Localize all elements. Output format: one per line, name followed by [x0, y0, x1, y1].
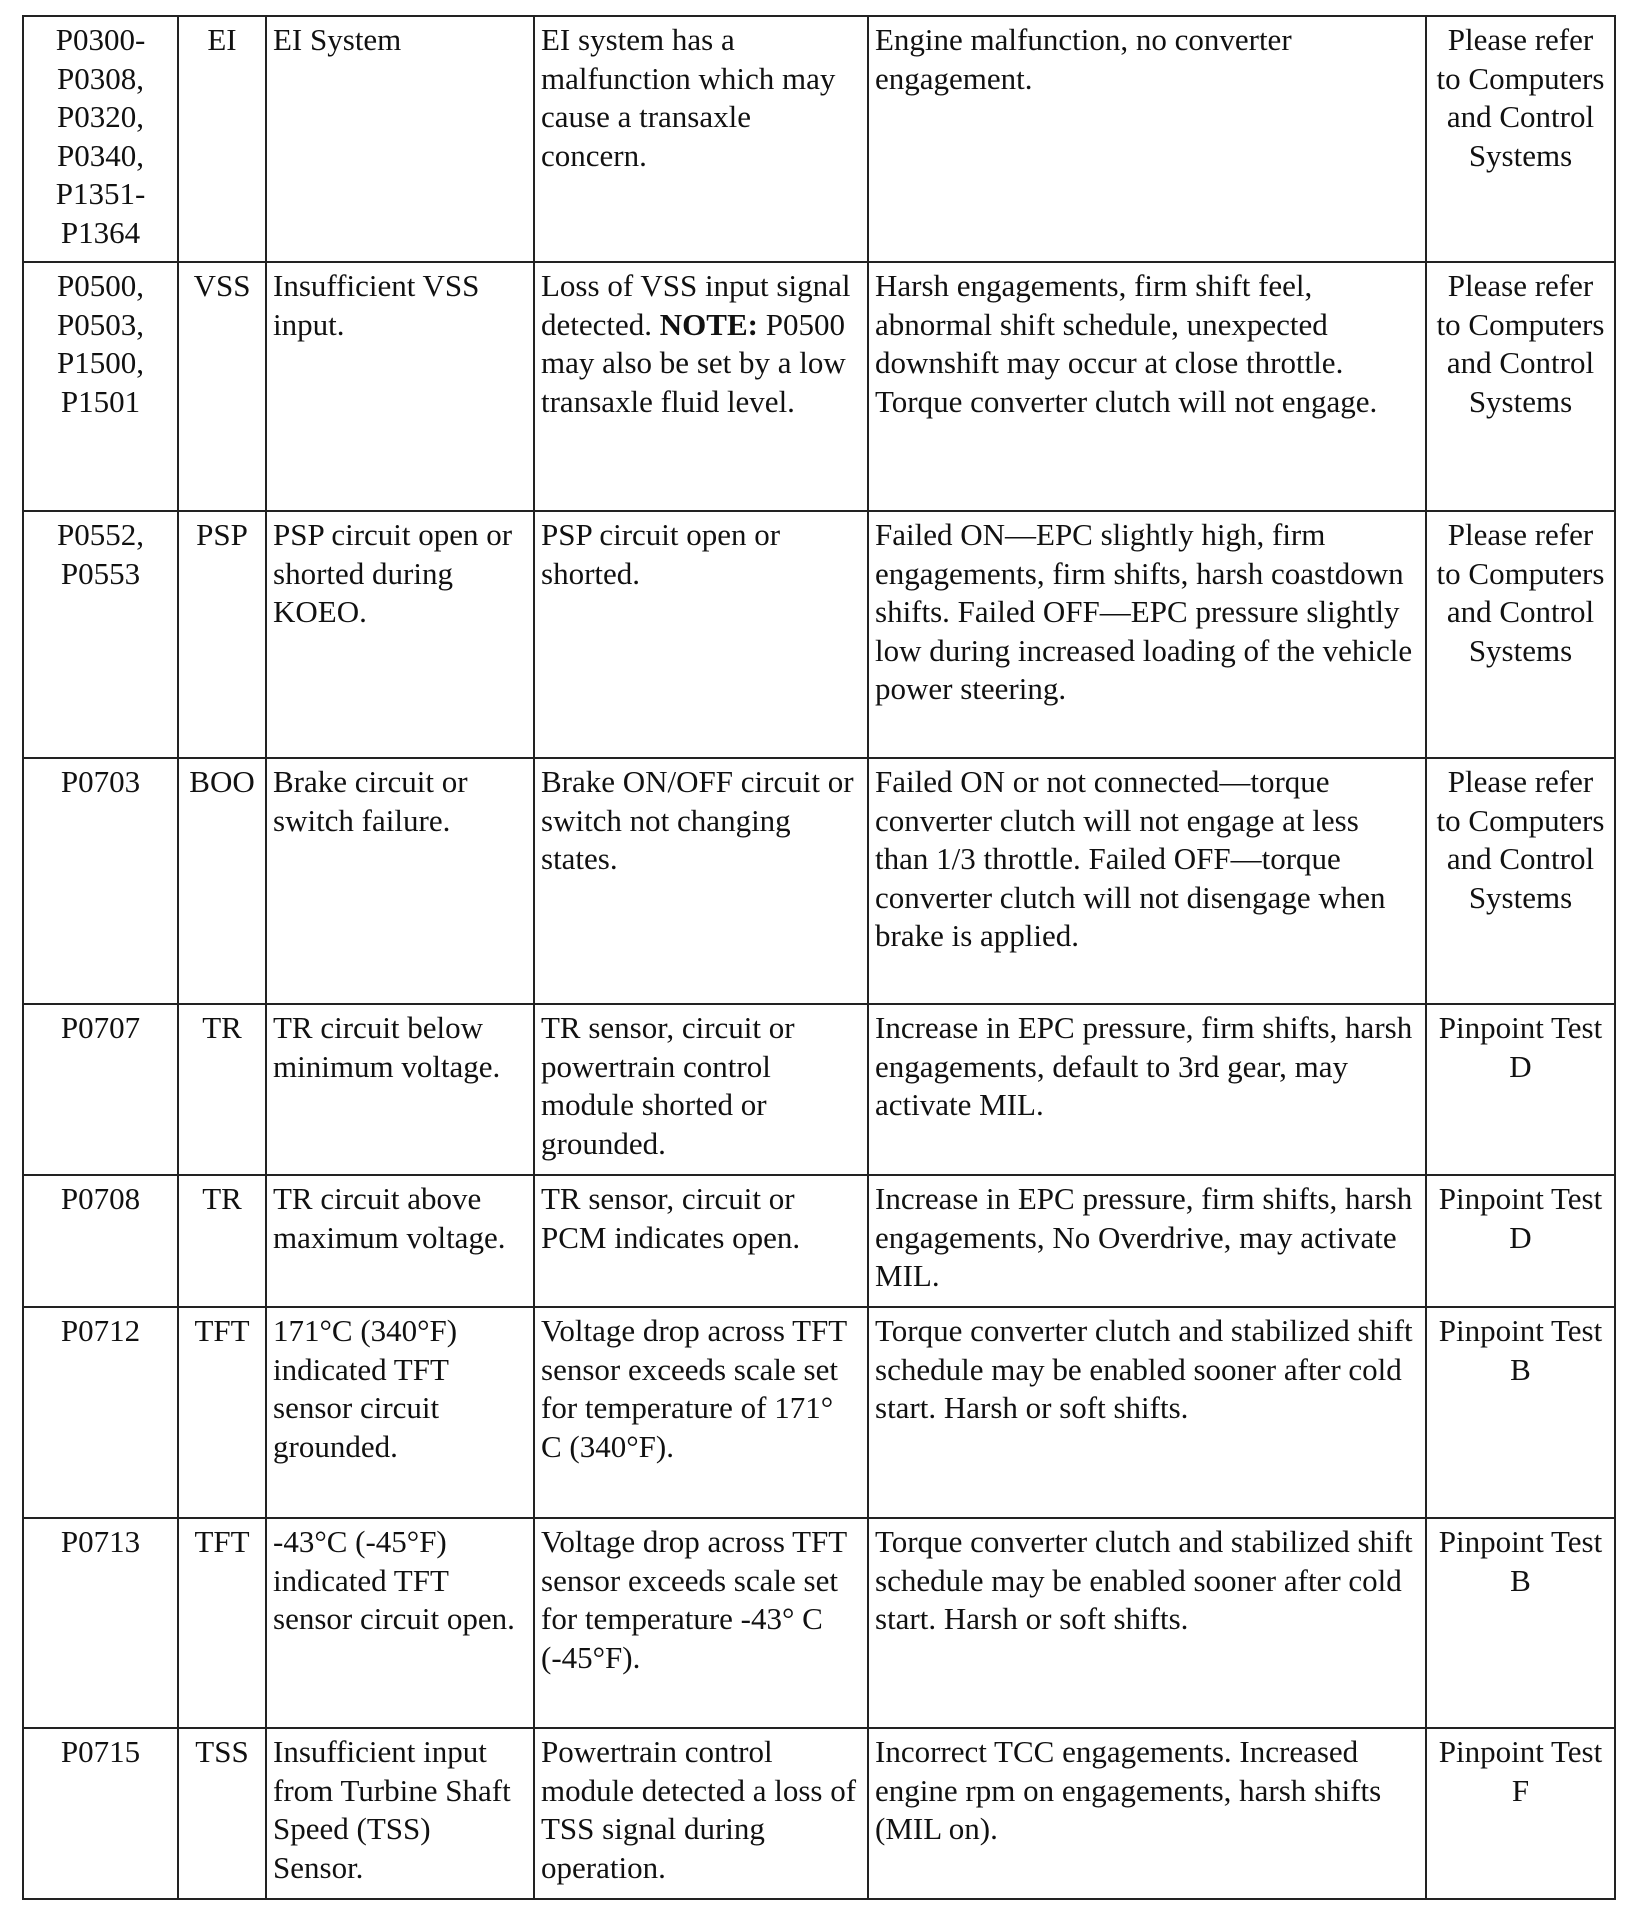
- component-cell: [178, 1728, 266, 1899]
- condition-cell-text: TR sensor, circuit or PCM indicates open.: [541, 1181, 801, 1255]
- component-cell: [178, 1307, 266, 1518]
- description-cell: [266, 1307, 534, 1518]
- condition-cell-text: Voltage drop across TFT sensor exceeds scale set for temperature of 171° C (340°F).: [541, 1313, 847, 1464]
- description-cell: [266, 1518, 534, 1728]
- condition-cell: [534, 1307, 868, 1518]
- action-cell: [1426, 1518, 1615, 1728]
- description-cell: [266, 511, 534, 758]
- description-cell-text: 171°C (340°F) indicated TFT sensor circuit grounded.: [273, 1313, 458, 1464]
- condition-cell-text: Loss of VSS input signal detected.: [541, 268, 851, 342]
- component-cell-text: TFT: [194, 1524, 250, 1559]
- table-row: [23, 758, 1615, 1004]
- symptom-cell-text: Failed ON—EPC slightly high, firm engagements, firm shifts, harsh coastdown shifts. Failed OFF—EPC pressure slightly low during increased loading of the vehicle power steering.: [875, 517, 1413, 706]
- dtc-cell-text: P0703: [60, 764, 141, 799]
- dtc-cell: [23, 1004, 178, 1175]
- condition-cell: [534, 262, 868, 511]
- component-cell-text: TR: [202, 1010, 242, 1045]
- component-cell: [178, 1518, 266, 1728]
- dtc-cell-text: P0708: [60, 1181, 141, 1216]
- description-cell-text: Insufficient input from Turbine Shaft Speed (TSS) Sensor.: [273, 1734, 511, 1885]
- action-cell: [1426, 1004, 1615, 1175]
- action-cell: [1426, 1175, 1615, 1307]
- dtc-table: [22, 15, 1616, 1900]
- description-cell: [266, 1175, 534, 1307]
- action-cell: [1426, 1728, 1615, 1899]
- component-cell: [178, 511, 266, 758]
- symptom-cell-text: Torque converter clutch and stabilized shift schedule may be enabled sooner after cold start. Harsh or soft shifts.: [875, 1313, 1413, 1425]
- condition-cell: [534, 1518, 868, 1728]
- dtc-cell: [23, 758, 178, 1004]
- description-cell: [266, 262, 534, 511]
- symptom-cell-text: Incorrect TCC engagements. Increased engine rpm on engagements, harsh shifts (MIL on).: [875, 1734, 1382, 1846]
- symptom-cell: [868, 16, 1426, 262]
- symptom-cell: [868, 1307, 1426, 1518]
- component-cell-text: TSS: [195, 1734, 249, 1769]
- table-row: [23, 1175, 1615, 1307]
- condition-cell-text: Powertrain control module detected a loss of TSS signal during operation.: [541, 1734, 857, 1885]
- action-cell-text: Pinpoint Test D: [1438, 1010, 1603, 1084]
- action-cell: [1426, 758, 1615, 1004]
- condition-cell-text: PSP circuit open or shorted.: [541, 517, 781, 591]
- condition-cell: [534, 1175, 868, 1307]
- dtc-cell: [23, 511, 178, 758]
- symptom-cell: [868, 1728, 1426, 1899]
- action-cell: [1426, 1307, 1615, 1518]
- dtc-cell-text: P0713: [60, 1524, 141, 1559]
- condition-cell-text: TR sensor, circuit or powertrain control module shorted or grounded.: [541, 1010, 795, 1161]
- condition-cell-text: EI system has a malfunction which may cause a transaxle concern.: [541, 22, 836, 173]
- table-row: [23, 1518, 1615, 1728]
- description-cell: [266, 1004, 534, 1175]
- dtc-cell: [23, 262, 178, 511]
- description-cell-text: PSP circuit open or shorted during KOEO.: [273, 517, 513, 629]
- condition-cell: [534, 1728, 868, 1899]
- action-cell-text: Please refer to Computers and Control Systems: [1436, 268, 1605, 419]
- symptom-cell-text: Engine malfunction, no converter engagement.: [875, 22, 1292, 96]
- condition-cell: [534, 16, 868, 262]
- component-cell-text: BOO: [189, 764, 255, 799]
- symptom-cell: [868, 511, 1426, 758]
- symptom-cell: [868, 758, 1426, 1004]
- table-row: [23, 1307, 1615, 1518]
- symptom-cell: [868, 262, 1426, 511]
- condition-cell-text: Brake ON/OFF circuit or switch not changing states.: [541, 764, 854, 876]
- description-cell: [266, 1728, 534, 1899]
- action-cell: [1426, 16, 1615, 262]
- action-cell-text: Pinpoint Test F: [1438, 1734, 1603, 1808]
- condition-cell: [534, 758, 868, 1004]
- table-row: [23, 1728, 1615, 1899]
- description-cell-text: Brake circuit or switch failure.: [273, 764, 468, 838]
- description-cell-text: EI System: [273, 22, 402, 57]
- action-cell-text: Please refer to Computers and Control Systems: [1436, 22, 1605, 173]
- note-text: P0500 may also be set by a low transaxle fluid level.: [541, 306, 846, 419]
- action-cell-text: Pinpoint Test D: [1438, 1181, 1603, 1255]
- dtc-cell: [23, 16, 178, 262]
- table-row: [23, 1004, 1615, 1175]
- component-cell-text: EI: [207, 22, 237, 57]
- action-cell: [1426, 262, 1615, 511]
- component-cell: [178, 1004, 266, 1175]
- action-cell-text: Please refer to Computers and Control Systems: [1436, 764, 1605, 915]
- note-label: NOTE:: [659, 306, 758, 342]
- component-cell: [178, 16, 266, 262]
- description-cell: [266, 16, 534, 262]
- symptom-cell-text: Failed ON or not connected—torque converter clutch will not engage at less than 1/3 throttle. Failed OFF—torque converter clutch will not disengage when brake is applied.: [875, 764, 1386, 953]
- action-cell-text: Pinpoint Test B: [1438, 1313, 1603, 1387]
- description-cell-text: TR circuit above maximum voltage.: [273, 1181, 506, 1255]
- table-row: [23, 16, 1615, 262]
- component-cell: [178, 758, 266, 1004]
- dtc-cell-text: P0707: [60, 1010, 141, 1045]
- condition-cell-text: Voltage drop across TFT sensor exceeds scale set for temperature -43° C (-45°F).: [541, 1524, 847, 1675]
- component-cell-text: TFT: [194, 1313, 250, 1348]
- symptom-cell-text: Torque converter clutch and stabilized shift schedule may be enabled sooner after cold start. Harsh or soft shifts.: [875, 1524, 1413, 1636]
- dtc-cell: [23, 1728, 178, 1899]
- symptom-cell: [868, 1004, 1426, 1175]
- component-cell-text: TR: [202, 1181, 242, 1216]
- action-cell: [1426, 511, 1615, 758]
- description-cell-text: -43°C (-45°F) indicated TFT sensor circuit open.: [273, 1524, 515, 1636]
- dtc-cell-text: P0715: [60, 1734, 141, 1769]
- condition-cell: [534, 511, 868, 758]
- action-cell-text: Pinpoint Test B: [1438, 1524, 1603, 1598]
- table-row: [23, 511, 1615, 758]
- symptom-cell-text: Increase in EPC pressure, firm shifts, harsh engagements, default to 3rd gear, may activate MIL.: [875, 1010, 1413, 1122]
- table-row: [23, 262, 1615, 511]
- component-cell-text: VSS: [193, 268, 251, 303]
- dtc-cell: [23, 1175, 178, 1307]
- symptom-cell-text: Harsh engagements, firm shift feel, abnormal shift schedule, unexpected downshift may occur at close throttle. Torque converter clutch will not engage.: [875, 268, 1378, 419]
- dtc-cell: [23, 1518, 178, 1728]
- dtc-cell-text: P0712: [60, 1313, 141, 1348]
- component-cell: [178, 262, 266, 511]
- component-cell-text: PSP: [196, 517, 248, 552]
- symptom-cell: [868, 1518, 1426, 1728]
- dtc-cell: [23, 1307, 178, 1518]
- dtc-cell-text: P0552, P0553: [57, 517, 144, 591]
- condition-cell: [534, 1004, 868, 1175]
- action-cell-text: Please refer to Computers and Control Systems: [1436, 517, 1605, 668]
- description-cell: [266, 758, 534, 1004]
- description-cell-text: Insufficient VSS input.: [273, 268, 480, 342]
- dtc-cell-text: P0300- P0308, P0320, P0340, P1351- P1364: [55, 22, 146, 250]
- description-cell-text: TR circuit below minimum voltage.: [273, 1010, 501, 1084]
- symptom-cell: [868, 1175, 1426, 1307]
- symptom-cell-text: Increase in EPC pressure, firm shifts, harsh engagements, No Overdrive, may activate MIL.: [875, 1181, 1413, 1293]
- dtc-cell-text: P0500, P0503, P1500, P1501: [57, 268, 144, 419]
- component-cell: [178, 1175, 266, 1307]
